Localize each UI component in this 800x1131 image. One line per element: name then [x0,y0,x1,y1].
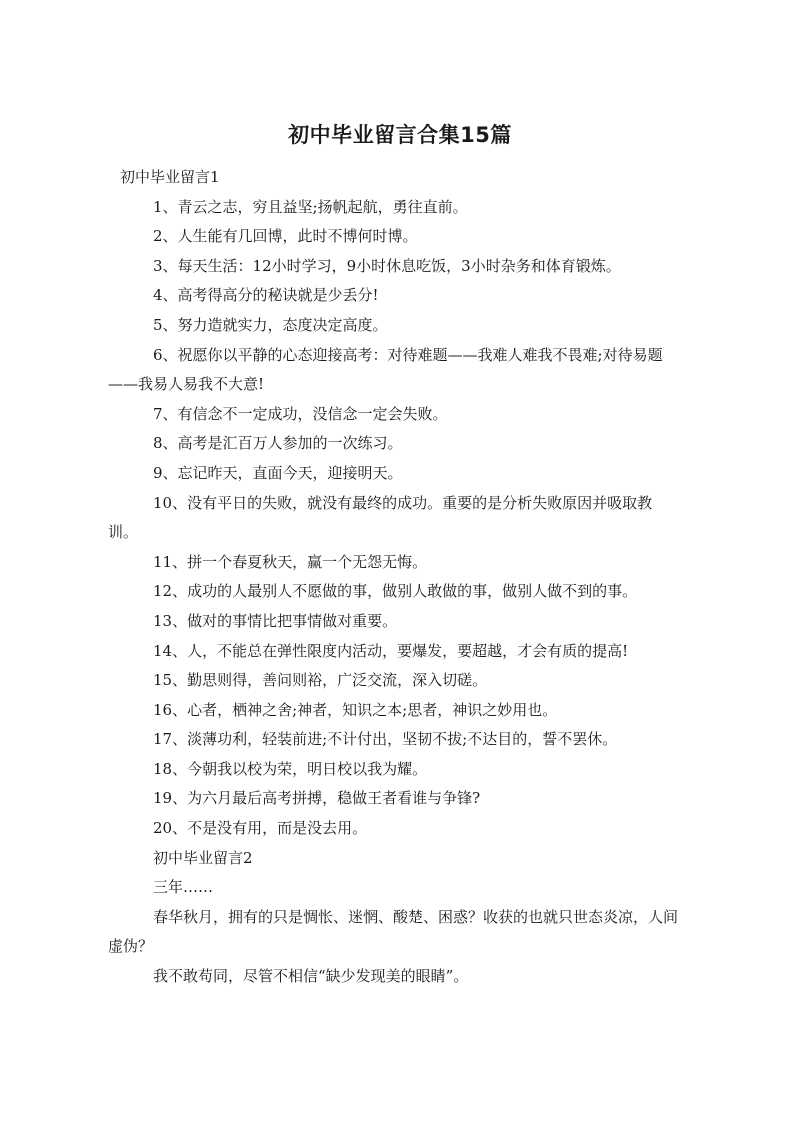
paragraph: 6、祝愿你以平静的心态迎接高考：对待难题——我难人难我不畏难;对待易题——我易人易我不大意! [108,345,663,394]
paragraph: 7、有信念不一定成功，没信念一定会失败。 [153,404,448,423]
section-heading: 初中毕业留言1 [120,168,220,186]
paragraph: 20、不是没有用，而是没去用。 [153,819,368,838]
paragraph: 1、青云之志，穷且益坚;扬帆起航，勇往直前。 [153,197,468,216]
section-heading: 初中毕业留言2 [153,848,253,867]
paragraph: 18、今朝我以校为荣，明日校以我为耀。 [153,759,428,778]
paragraph: 9、忘记昨天，直面今天，迎接明天。 [153,463,403,482]
paragraph: 15、勤思则得，善问则裕，广泛交流，深入切磋。 [153,671,488,690]
paragraph: 春华秋月，拥有的只是惆怅、迷惘、酸楚、困惑？收获的也就只世态炎凉，人间虚伪？ [108,907,679,956]
document-body [108,163,678,992]
paragraph: 5、努力造就实力，态度决定高度。 [153,315,388,334]
paragraph: 16、心者，栖神之舍;神者，知识之本;思者，神识之妙用也。 [153,700,558,719]
paragraph: 11、拼一个春夏秋天，赢一个无怨无悔。 [153,552,428,571]
paragraph: 4、高考得高分的秘诀就是少丢分! [153,286,379,305]
paragraph: 19、为六月最后高考拼搏，稳做王者看谁与争锋? [153,789,481,808]
paragraph: 三年…… [153,878,214,897]
paragraph: 2、人生能有几回博，此时不博何时博。 [153,227,418,246]
paragraph: 8、高考是汇百万人参加的一次练习。 [153,434,403,453]
paragraph: 10、没有平日的失败，就没有最终的成功。重要的是分析失败原因并吸取教训。 [108,493,653,542]
document-title: 初中毕业留言合集15篇 [288,123,512,147]
paragraph: 12、成功的人最别人不愿做的事，做别人敢做的事，做别人做不到的事。 [153,582,638,601]
paragraph: 14、人，不能总在弹性限度内活动，要爆发，要超越，才会有质的提高! [153,641,629,660]
paragraph: 3、每天生活：12小时学习，9小时休息吃饭，3小时杂务和体育锻炼。 [153,256,621,275]
paragraph: 我不敢苟同，尽管不相信“缺少发现美的眼睛”。 [153,967,469,986]
paragraph: 13、做对的事情比把事情做对重要。 [153,611,398,630]
paragraph: 17、淡薄功利，轻装前进;不计付出，坚韧不拔;不达目的，誓不罢休。 [153,730,618,749]
